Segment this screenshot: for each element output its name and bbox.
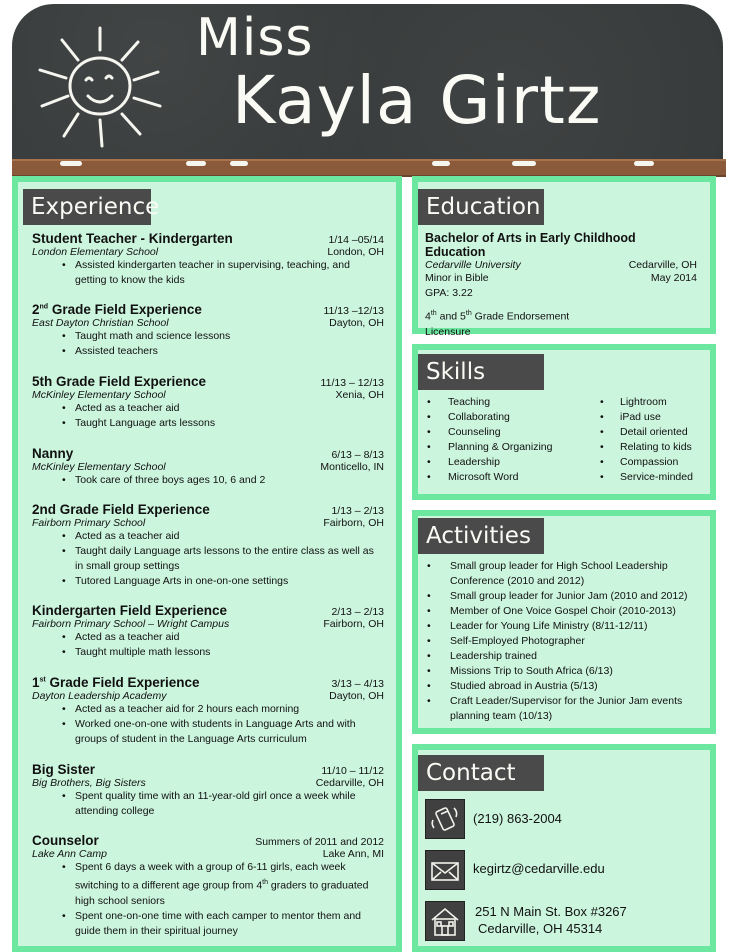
experience-item [32, 374, 384, 431]
job-dates: 11/10 – 11/12 [321, 765, 384, 777]
job-org: Lake Ann Camp [32, 848, 107, 860]
activity-item: • Small group leader for High School Leadership Conference (2010 and 2012) [427, 560, 668, 587]
contact-email[interactable]: kegirtz@cedarville.edu [473, 861, 605, 876]
skill-item: • Teaching [427, 396, 491, 408]
job-org: Big Brothers, Big Sisters [32, 777, 146, 789]
job-org: East Dayton Christian School [32, 317, 169, 329]
job-bullet: • Assisted kindergarten teacher in supervising, teaching, and getting to know the kids [32, 258, 384, 288]
skill-item: • Compassion [600, 456, 679, 468]
school-location: Cedarville, OH [628, 259, 697, 271]
activity-item: • Member of One Voice Gospel Choir (2010-2013) [427, 605, 676, 617]
job-org: London Elementary School [32, 246, 159, 258]
experience-item [32, 302, 384, 359]
job-bullet: • Acted as a teacher aid [32, 529, 384, 544]
skill-item: • Collaborating [427, 411, 510, 423]
job-dates: 1/14 –05/14 [328, 234, 384, 246]
chalk-piece [512, 161, 536, 166]
title-name: Kayla Girtz [232, 62, 602, 139]
skills-heading: Skills [418, 354, 544, 390]
job-title: 5th Grade Field Experience [32, 374, 207, 389]
experience-item [32, 603, 384, 660]
job-location: Cedarville, OH [315, 777, 384, 789]
activity-item: • Missions Trip to South Africa (6/13) [427, 665, 613, 677]
job-bullet: • Spent quality time with an 11-year-old girl once a week while attending college [32, 789, 384, 819]
job-dates: 3/13 – 4/13 [331, 678, 384, 690]
skill-item: • Planning & Organizing [427, 441, 553, 453]
contact-address-line2: Cedarville, OH 45314 [478, 921, 603, 936]
job-title: Big Sister [32, 762, 96, 777]
experience-heading: Experience [23, 189, 151, 225]
skill-item: • Relating to kids [600, 441, 692, 453]
activity-item: • Craft Leader/Supervisor for the Junior Jam events planning team (10/13) [427, 695, 683, 722]
job-dates: 1/13 – 2/13 [331, 505, 384, 517]
sun-icon [18, 14, 178, 159]
job-dates: Summers of 2011 and 2012 [255, 836, 384, 848]
chalk-piece [230, 161, 248, 166]
job-title: 2nd Grade Field Experience [32, 502, 210, 517]
licensure: Licensure [425, 325, 471, 338]
job-location: Fairborn, OH [323, 618, 384, 630]
skill-item: • iPad use [600, 411, 661, 423]
activity-item: • Small group leader for Junior Jam (2010 and 2012) [427, 590, 688, 602]
skills-list-1 [425, 395, 595, 485]
job-dates: 11/13 – 12/13 [320, 377, 384, 389]
experience-item [32, 675, 384, 747]
experience-item [32, 446, 384, 488]
minor: Minor in Bible [425, 272, 489, 284]
school: Cedarville University [425, 259, 521, 271]
experience-item [32, 502, 384, 589]
job-bullet: • Taught math and science lessons [32, 329, 384, 344]
education-heading: Education [418, 189, 544, 225]
job-location: Xenia, OH [335, 389, 384, 401]
job-location: Dayton, OH [329, 317, 384, 329]
activity-item: • Leader for Young Life Ministry (8/11-12/11) [427, 620, 648, 632]
activities-list [425, 559, 709, 724]
gpa: GPA: 3.22 [425, 287, 473, 299]
contact-address-line1: 251 N Main St. Box #3267 [475, 904, 627, 919]
grad-date: May 2014 [650, 272, 697, 284]
job-org: McKinley Elementary School [32, 389, 166, 401]
activities-heading: Activities [418, 518, 544, 554]
envelope-icon [425, 850, 465, 890]
experience-item [32, 231, 384, 288]
job-dates: 2/13 – 2/13 [331, 606, 384, 618]
job-location: Fairborn, OH [323, 517, 384, 529]
job-bullet: • Tutored Language Arts in one-on-one settings [32, 574, 384, 589]
education-content [425, 231, 697, 340]
job-title: Counselor [32, 833, 99, 848]
skill-item: • Microsoft Word [427, 471, 519, 483]
job-location: Monticello, IN [320, 461, 384, 473]
job-bullet: • Spent one-on-one time with each camper to mentor them and guide them in their spiritual journey [32, 909, 384, 939]
job-location: Dayton, OH [329, 690, 384, 702]
job-dates: 6/13 – 8/13 [331, 449, 384, 461]
job-title: 1st Grade Field Experience [32, 675, 200, 690]
experience-item [32, 762, 384, 819]
contact-heading: Contact [418, 755, 544, 791]
job-org: Dayton Leadership Academy [32, 690, 167, 702]
job-bullet: • Worked one-on-one with students in Language Arts and with groups of student in the Language Arts curriculum [32, 717, 384, 747]
job-bullet: • Took care of three boys ages 10, 6 and 2 [32, 473, 384, 488]
job-title: Student Teacher - Kindergarten [32, 231, 233, 246]
house-icon [425, 901, 465, 941]
activity-item: • Studied abroad in Austria (5/13) [427, 680, 598, 692]
job-location: Lake Ann, MI [322, 848, 384, 860]
job-title: Kindergarten Field Experience [32, 603, 228, 618]
job-bullet: • Acted as a teacher aid for 2 hours each morning [32, 702, 384, 717]
contact-phone[interactable]: (219) 863-2004 [473, 811, 562, 826]
chalk-piece [186, 161, 206, 166]
job-org: McKinley Elementary School [32, 461, 166, 473]
job-org: Fairborn Primary School – Wright Campus [32, 618, 230, 630]
skill-item: • Service-minded [600, 471, 693, 483]
job-title: 2nd Grade Field Experience [32, 302, 202, 317]
job-bullet: • Acted as a teacher aid [32, 401, 384, 416]
chalk-piece [60, 161, 82, 166]
endorsement: 4th and 5th Grade Endorsement [425, 310, 570, 323]
chalk-piece [432, 161, 450, 166]
phone-icon [425, 799, 465, 839]
chalk-ledge [12, 159, 726, 177]
experience-item [32, 833, 384, 939]
skills-list-2 [598, 395, 708, 485]
title-miss: Miss [196, 8, 314, 68]
job-location: London, OH [327, 246, 384, 258]
job-bullet: • Taught daily Language arts lessons to the entire class as well as in small group settings [32, 544, 384, 574]
activity-item: • Self-Employed Photographer [427, 635, 585, 647]
job-org: Fairborn Primary School [32, 517, 146, 529]
job-bullet: • Spent 6 days a week with a group of 6-11 girls, each week switching to a different age group from 4th graders to graduated high school seniors [32, 860, 384, 909]
skill-item: • Counseling [427, 426, 501, 438]
skill-item: • Leadership [427, 456, 500, 468]
skill-item: • Detail oriented [600, 426, 688, 438]
job-bullet: • Assisted teachers [32, 344, 384, 359]
skill-item: • Lightroom [600, 396, 667, 408]
chalk-piece [634, 161, 654, 166]
job-bullet: • Acted as a teacher aid [32, 630, 384, 645]
job-dates: 11/13 –12/13 [323, 305, 384, 317]
job-bullet: • Taught Language arts lessons [32, 416, 384, 431]
degree: Bachelor of Arts in Early Childhood Education [425, 231, 636, 259]
job-bullet: • Taught multiple math lessons [32, 645, 384, 660]
job-title: Nanny [32, 446, 74, 461]
activity-item: • Leadership trained [427, 650, 537, 662]
